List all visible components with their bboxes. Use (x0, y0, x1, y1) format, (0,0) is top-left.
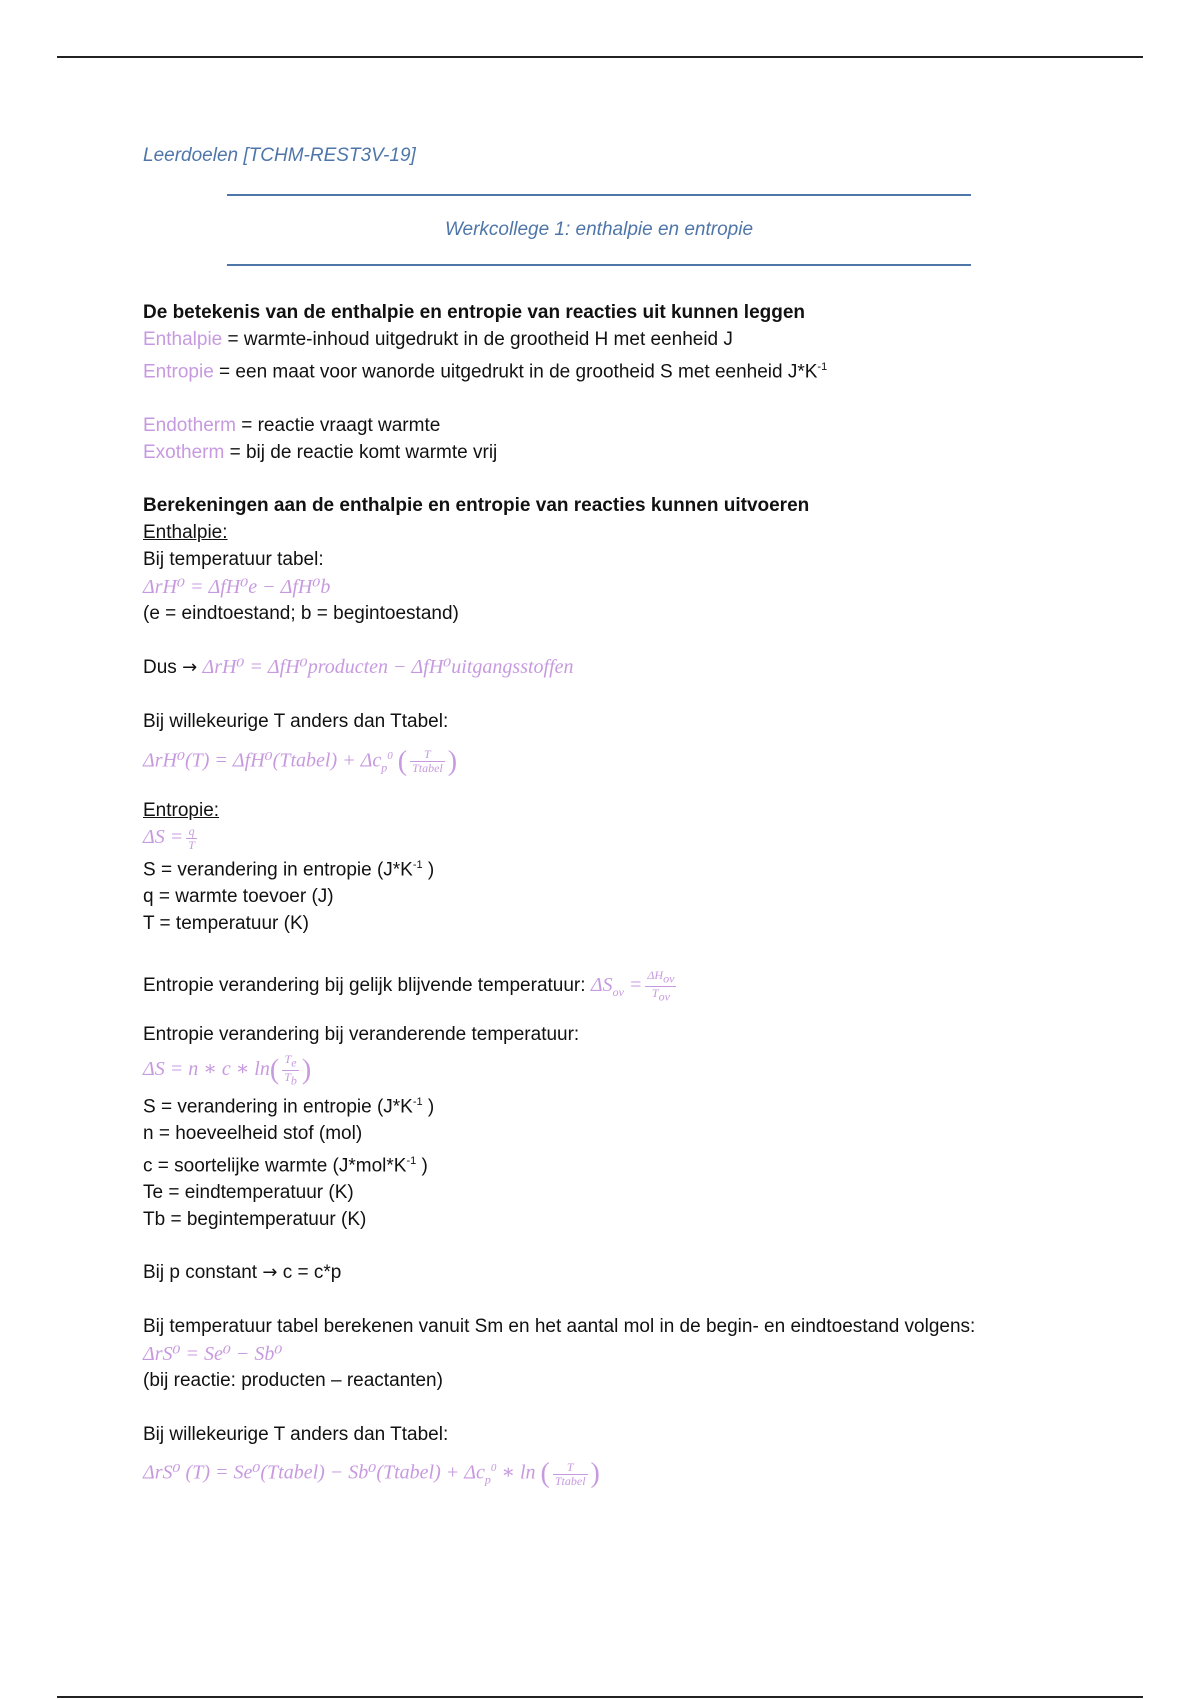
def-n: n = hoeveelheid stof (mol) (143, 1122, 363, 1144)
section-title-box (227, 194, 971, 266)
heading-berekeningen: Berekeningen aan de enthalpie en entropie van reacties kunnen uitvoeren (143, 495, 810, 517)
def-s-2: S = verandering in entropie ($J*K^{-1}$ ) (143, 1095, 435, 1118)
formula-entropie-1: ΔS = $\frac{q}{T}$ (143, 824, 195, 853)
text-bij-temp-tabel-sm: Bij temperatuur tabel berekenen vanuit Sm en het aantal mol in de begin- en eindtoestand volgens: (143, 1316, 976, 1338)
text-entropie-veranderend: Entropie verandering bij veranderende temperatuur: (143, 1023, 580, 1045)
text-bij-willekeurige-1: Bij willekeurige T anders dan Ttabel: (143, 711, 449, 733)
arrow-right-icon: → (182, 657, 198, 679)
note-reactie: (bij reactie: producten – reactanten) (143, 1369, 443, 1391)
term-entropie: Entropie (143, 360, 214, 382)
formula-entropie-ov: $\Delta S_{ov}$ = $\frac{\Delta H_{ov}}{T_{ov}}$ (590, 968, 675, 1004)
page-top-rule (57, 56, 1143, 58)
definition-entropie: Entropie = een maat voor wanorde uitgedrukt in de grootheid S met eenheid $J*K^{-1}$ (143, 360, 828, 382)
section-title: Werkcollege 1: enthalpie en entropie (444, 219, 754, 240)
formula-entropie-3: ΔrS⁰ = Se⁰ − Sb⁰ (143, 1343, 283, 1365)
formula-entropie-2: ΔS = n ∗ c ∗ ln( $\frac{T_e}{T_b}$ ) (143, 1052, 312, 1088)
line-dus: Dus → ΔrH⁰ = ΔfH⁰producten − ΔfH⁰uitgangsstoffen (143, 656, 574, 679)
def-t: T = temperatuur (K) (143, 913, 309, 935)
formula-enthalpie-1: ΔrH⁰ = ΔfH⁰e − ΔfH⁰b (143, 575, 331, 598)
def-c: c = soortelijke warmte ($J*mol*K^{-1}$ ) (143, 1154, 428, 1177)
formula-enthalpie-2: ΔrH⁰ = ΔfH⁰producten − ΔfH⁰uitgangsstoffen (202, 656, 574, 679)
term-endotherm: Endotherm (143, 414, 236, 436)
def-q: q = warmte toevoer (J) (143, 886, 334, 908)
text-bij-temp-tabel: Bij temperatuur tabel: (143, 548, 324, 570)
subheading-entropie: Entropie: (143, 799, 220, 821)
arrow-right-icon: → (262, 1262, 278, 1284)
heading-betekenis: De betekenis van de enthalpie en entropie van reacties uit kunnen leggen (143, 302, 806, 323)
definition-endotherm: Endotherm = reactie vraagt warmte (143, 414, 441, 436)
def-s-1: S = verandering in entropie ($J*K^{-1}$ ) (143, 859, 435, 881)
def-te: Te = eindtemperatuur (K) (143, 1181, 354, 1203)
def-tb: Tb = begintemperatuur (K) (143, 1208, 367, 1230)
term-enthalpie: Enthalpie (143, 328, 223, 350)
doc-title: Leerdoelen [TCHM-REST3V-19] (143, 145, 416, 166)
formula-entropie-4: ΔrS⁰ (T) = Se⁰(Ttabel) − Sb⁰(Ttabel) + $\Delta c_p^0$ ∗ ln ( $\frac{T}{\text{Ttabel}}$ ) (143, 1458, 600, 1490)
document-body (143, 142, 1143, 1500)
term-exotherm: Exotherm (143, 441, 225, 463)
subheading-enthalpie: Enthalpie: (143, 522, 228, 544)
text-bij-willekeurige-2: Bij willekeurige T anders dan Ttabel: (143, 1423, 449, 1445)
line-p-constant: Bij p constant → c = c*p (143, 1262, 342, 1284)
line-entropie-gelijk: Entropie verandering bij gelijk blijvende temperatuur: $\Delta S_{ov}$ = $\frac{\Delta H_{ov}}{T_{ov}}$ (143, 965, 1143, 1012)
formula-enthalpie-3: ΔrH⁰(T) = ΔfH⁰(Ttabel) + $\Delta c_p^0$ ( $\frac{T}{\text{Ttabel}}$ ) (143, 745, 458, 777)
definition-enthalpie: Enthalpie = warmte-inhoud uitgedrukt in de grootheid H met eenheid J (143, 328, 733, 350)
page-bottom-rule (57, 1696, 1143, 1698)
note-e-b: (e = eindtoestand; b = begintoestand) (143, 602, 459, 624)
definition-exotherm: Exotherm = bij de reactie komt warmte vrij (143, 441, 498, 463)
